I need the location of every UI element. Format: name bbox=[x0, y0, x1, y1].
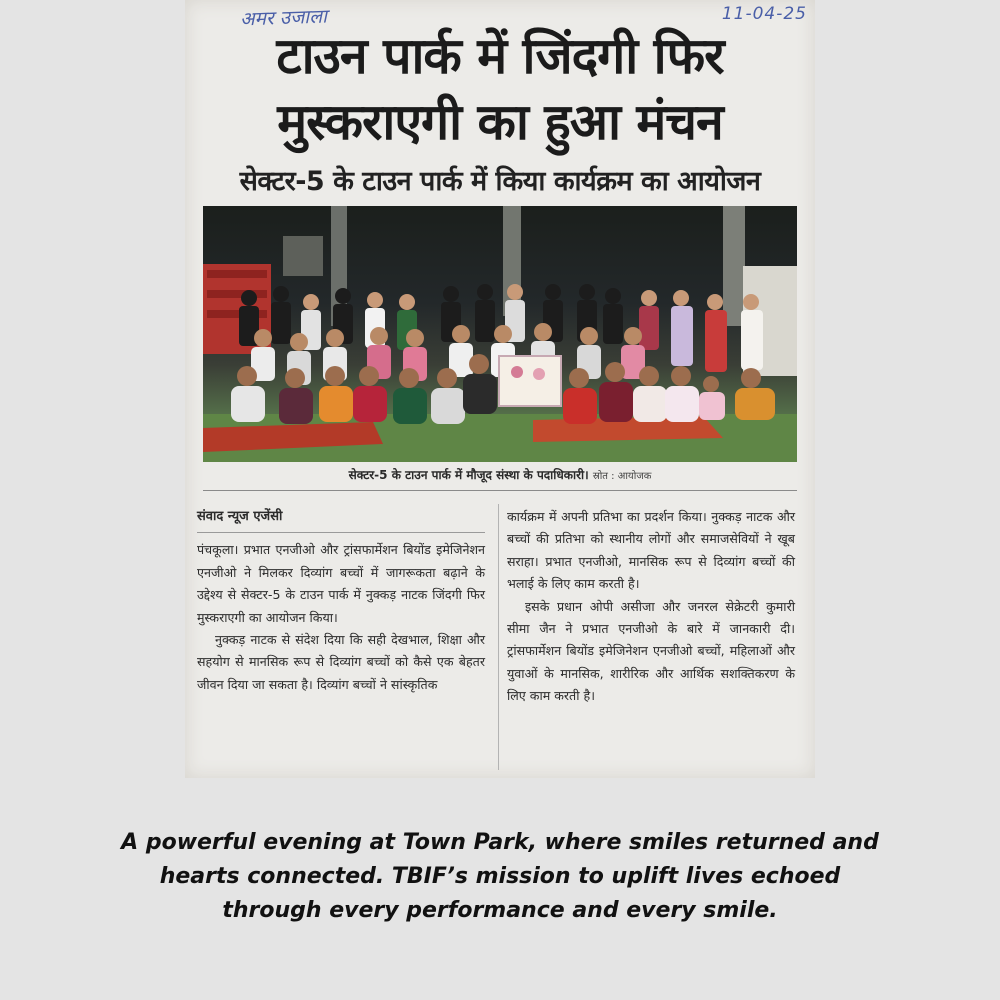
post-caption-line-3: through every performance and every smile. bbox=[222, 898, 778, 923]
photo-credit: स्रोत : आयोजक bbox=[592, 471, 652, 482]
photo-caption-text: सेक्टर-5 के टाउन पार्क में मौजूद संस्था के पदाधिकारी। bbox=[348, 468, 589, 482]
post-caption bbox=[100, 826, 900, 928]
subheadline: सेक्टर-5 के टाउन पार्क में किया कार्यक्रम का आयोजन bbox=[239, 166, 761, 197]
column-divider bbox=[498, 504, 499, 770]
article-paragraph: पंचकूला। प्रभात एनजीओ और ट्रांसफार्मेशन बियोंड इमेजिनेशन एनजीओ ने मिलकर दिव्यांग बच्चों में जागरूकता बढ़ाने के उद्देश्य से सेक्टर-5 के टाउन पार्क में नुक्कड़ नाटक जिंदगी फिर मुस्कराएगी का आयोजन किया। bbox=[197, 542, 485, 625]
handwritten-newspaper-name: अमर उजाला bbox=[239, 5, 328, 31]
agency-byline: संवाद न्यूज एजेंसी bbox=[197, 506, 485, 533]
post-caption-line-2: hearts connected. TBIF’s mission to uplift lives echoed bbox=[159, 864, 841, 889]
article-column-left bbox=[197, 506, 485, 696]
group-photo bbox=[203, 206, 797, 462]
photo-caption bbox=[203, 466, 797, 483]
caption-rule bbox=[203, 490, 797, 491]
group-photo-illustration bbox=[203, 206, 797, 462]
headline-line-2: मुस्कराएगी का हुआ मंचन bbox=[277, 93, 723, 151]
article-column-right bbox=[507, 506, 795, 708]
headline-line-1: टाउन पार्क में जिंदगी फिर bbox=[276, 27, 724, 85]
handwritten-date: 11-04-25 bbox=[721, 4, 807, 24]
article-paragraph: इसके प्रधान ओपी असीजा और जनरल सेक्रेटरी कुमारी सीमा जैन ने प्रभात एनजीओ के बारे में जानकारी दी। ट्रांसफार्मेशन बियोंड इमेजिनेशन एनजीओ बच्चों, महिलाओं और युवाओं के मानसिक, शारीरिक और आर्थिक सशक्तिकरण के लिए काम करती है। bbox=[507, 598, 795, 704]
newspaper-clipping bbox=[185, 0, 815, 778]
article-paragraph: कार्यक्रम में अपनी प्रतिभा का प्रदर्शन किया। नुक्कड़ नाटक और बच्चों की प्रतिभा को स्थानीय लोगों और समाजसेवियों ने खूब सराहा। प्रभात एनजीओ, मानसिक रूप से दिव्यांग बच्चों की भलाई के लिए काम करती है। bbox=[507, 509, 795, 592]
post-caption-line-1: A powerful evening at Town Park, where smiles returned and bbox=[121, 830, 879, 855]
article-paragraph: नुक्कड़ नाटक से संदेश दिया कि सही देखभाल, शिक्षा और सहयोग से मानसिक रूप से दिव्यांग बच्चों को कैसे एक बेहतर जीवन दिया जा सकता है। दिव्यांग बच्चों ने सांस्कृतिक bbox=[197, 632, 485, 692]
